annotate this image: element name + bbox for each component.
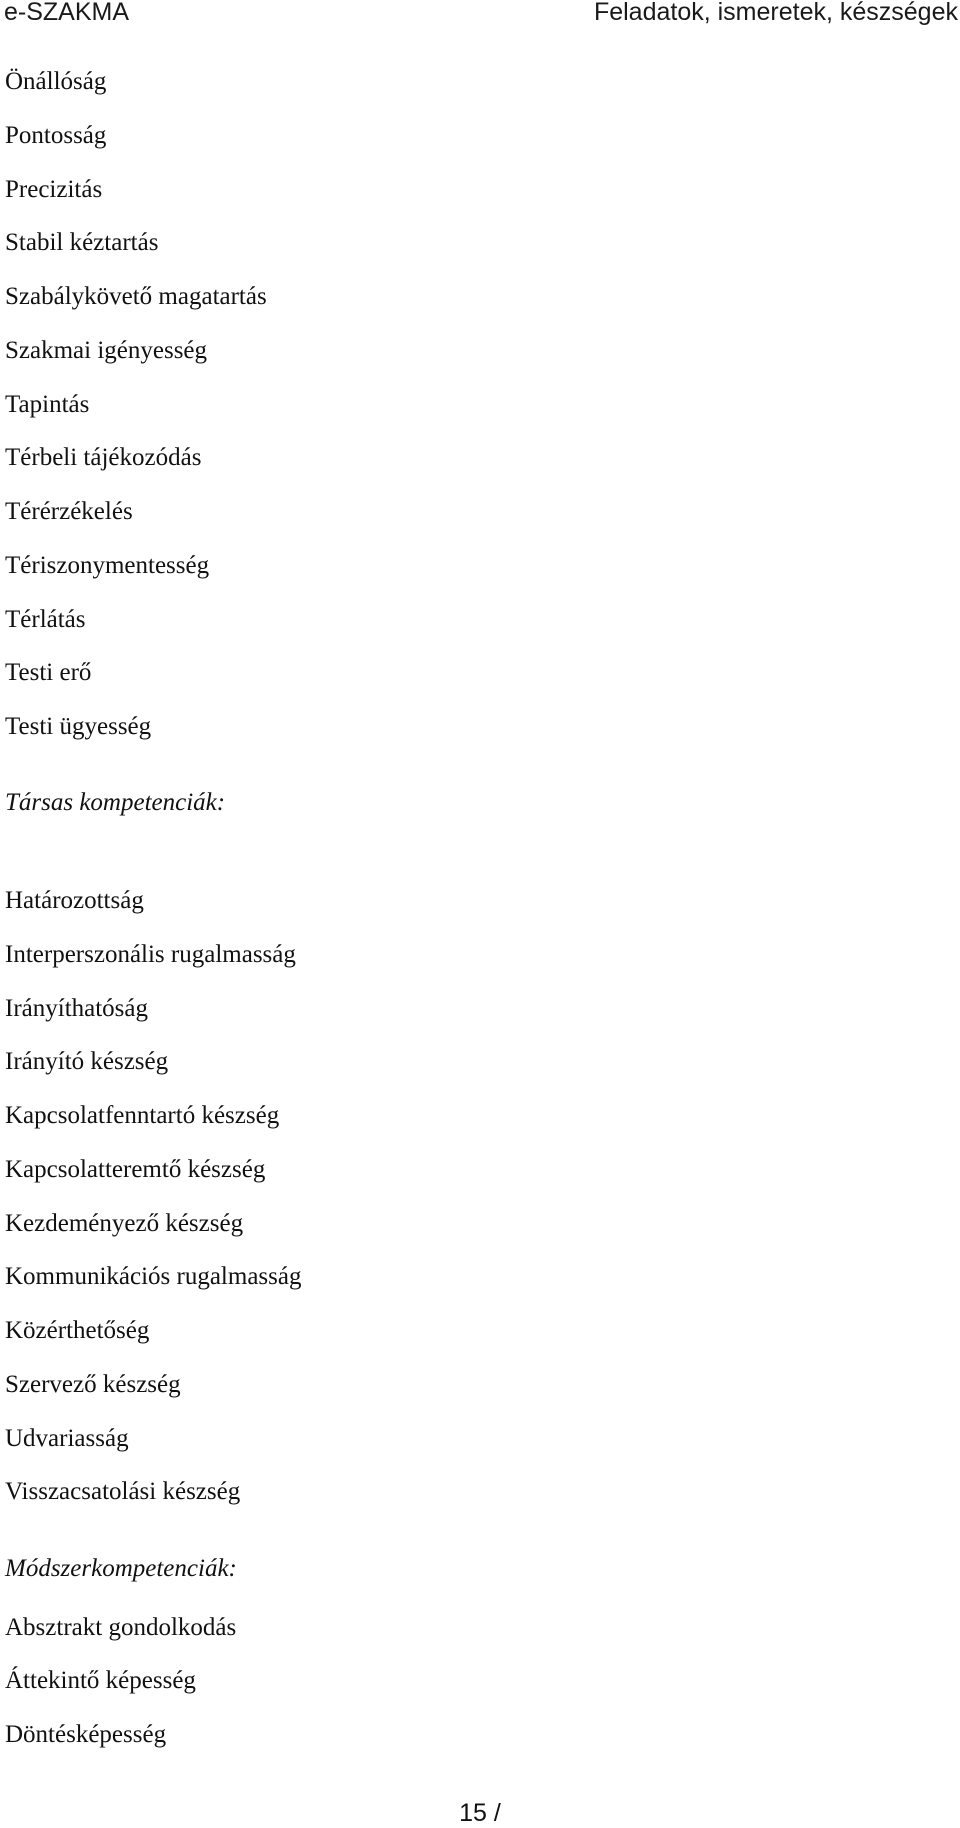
list-item: Interperszonális rugalmasság xyxy=(5,941,296,968)
list-item: Testi erő xyxy=(5,659,92,686)
list-item: Pontosság xyxy=(5,122,107,149)
list-item: Kezdeményező készség xyxy=(5,1210,244,1237)
list-item: Tériszonymentesség xyxy=(5,552,210,579)
list-item: Stabil kéztartás xyxy=(5,229,159,256)
list-item: Önállóság xyxy=(5,68,107,95)
list-item: Kapcsolatfenntartó készség xyxy=(5,1102,280,1129)
header-right-title: Feladatok, ismeretek, készségek xyxy=(593,0,958,26)
list-item: Térlátás xyxy=(5,606,86,633)
page-header xyxy=(0,0,960,32)
list-item: Udvariasság xyxy=(5,1425,129,1452)
list-item: Kapcsolatteremtő készség xyxy=(5,1156,266,1183)
header-left-title: e-SZAKMA xyxy=(4,0,130,26)
list-item: Irányító készség xyxy=(5,1048,169,1075)
list-item: Szabálykövető magatartás xyxy=(5,283,267,310)
section-heading-social: Társas kompetenciák: xyxy=(5,789,226,816)
list-item: Irányíthatóság xyxy=(5,995,149,1022)
list-item: Határozottság xyxy=(5,887,144,914)
list-item: Precizitás xyxy=(5,176,103,203)
section-heading-method: Módszerkompetenciák: xyxy=(5,1555,237,1582)
page-number: 15 / xyxy=(459,1799,501,1827)
list-item: Tapintás xyxy=(5,391,90,418)
list-item: Térbeli tájékozódás xyxy=(5,444,202,471)
list-item: Közérthetőség xyxy=(5,1317,150,1344)
list-item: Térérzékelés xyxy=(5,498,133,525)
list-item: Szervező készség xyxy=(5,1371,181,1398)
list-item: Döntésképesség xyxy=(5,1721,167,1748)
list-item: Visszacsatolási készség xyxy=(5,1478,241,1505)
list-item: Kommunikációs rugalmasság xyxy=(5,1263,302,1290)
list-item: Absztrakt gondolkodás xyxy=(5,1614,237,1641)
list-item: Áttekintő képesség xyxy=(5,1667,196,1694)
list-item: Szakmai igényesség xyxy=(5,337,208,364)
list-item: Testi ügyesség xyxy=(5,713,152,740)
